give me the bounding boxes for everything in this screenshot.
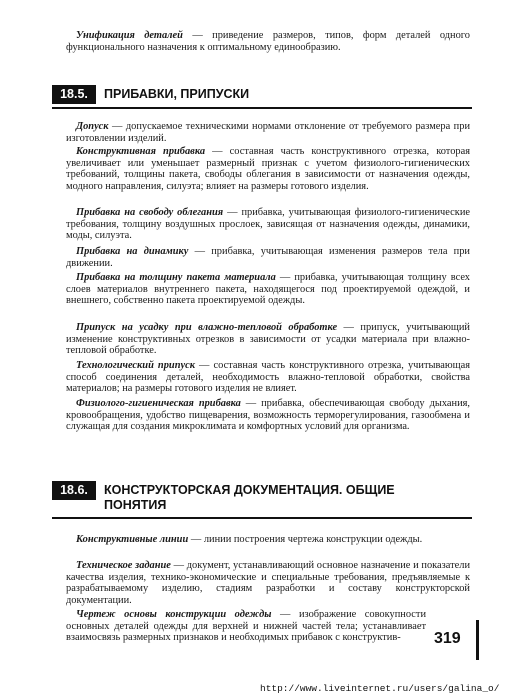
section-rule	[52, 517, 472, 519]
definition: — документ, устанавливающий основное назначение и показатели качества изделия, технико-экономические и специальные требования, предъявляемые к разрабатываемому изделию, стадиям разработки и составу конструкторской документации.	[66, 560, 471, 607]
definition: — изображение совокупности основных деталей одежды для верхней и нижней частей тела; устанавливает взаимосвязь размерных признаков и необходимых прибавок с конструктив-	[66, 609, 426, 644]
definition: — допускаемое техническими нормами отклонение от требуемого размера при изготовлении изделий.	[66, 121, 470, 144]
section-number: 18.6.	[52, 481, 96, 500]
definition: — прибавка, учитывающая физиолого-гигиенические требования, толщину воздушных прослоек, зависящая от назначения одежды, динамики, моды, силуэта.	[66, 207, 470, 242]
intro-paragraph	[66, 30, 470, 53]
term: Техническое задание	[76, 560, 171, 571]
term: Унификация деталей	[76, 30, 183, 41]
definition: — прибавка, учитывающая толщину всех слоев материалов внутреннего пакета, находящегося под проектируемой одеждой, и внешнего, собственно пакета проектируемой одежды.	[66, 272, 470, 307]
paragraph	[66, 560, 470, 607]
term: Конструктивная прибавка	[76, 146, 206, 157]
definition: — припуск, учитывающий изменение конструктивных отрезков в зависимости от усадки материала при влажно-тепловой обработке.	[66, 322, 470, 357]
section-number: 18.5.	[52, 85, 96, 104]
source-url: http://www.liveinternet.ru/users/galina_o/	[260, 683, 500, 694]
paragraph	[66, 207, 470, 242]
section-title-line-2: ПОНЯТИЯ	[104, 498, 167, 512]
term: Прибавка на толщину пакета материала	[76, 272, 276, 283]
paragraph	[66, 146, 470, 193]
section-title: ПРИБАВКИ, ПРИПУСКИ	[104, 87, 250, 101]
section-rule	[52, 107, 472, 109]
term: Прибавка на динамику	[76, 246, 189, 257]
term: Чертеж основы конструкции одежды	[76, 609, 272, 620]
term: Допуск	[76, 121, 109, 132]
definition: — составная часть конструктивного отрезка, которая увеличивает или уменьшает размерный признак с учетом физиолого-гигиенических требований, толщины пакета, свободы облегания в зависимости от назначения одежды, модного направления, силуэта; влияет на размеры готового изделия.	[66, 146, 470, 193]
definition: — приведение размеров, типов, форм деталей одного функционального назначения к оптимальному единообразию.	[66, 30, 471, 53]
definition: — прибавка, учитывающая изменения размеров тела при движении.	[66, 246, 470, 269]
page-number-bar	[476, 620, 479, 660]
paragraph	[66, 322, 470, 357]
definition: — линии построения чертежа конструкции одежды.	[188, 534, 423, 545]
paragraph	[66, 272, 470, 307]
paragraph	[66, 398, 470, 433]
definition: — прибавка, обеспечивающая свободу дыхания, кровообращения, удобство пищеварения, возможность терморегулирования, газообмена и служащая для создания микроклимата и комфортных условий для организма.	[66, 398, 471, 433]
term: Конструктивные линии	[76, 534, 189, 545]
paragraph	[66, 246, 470, 269]
term: Прибавка на свободу облегания	[76, 207, 224, 218]
term: Припуск на усадку при влажно-тепловой обработке	[76, 322, 338, 333]
definition: — составная часть конструктивного отрезка, учитывающая способ соединения деталей, необходимость влажно-тепловой обработки, свойства материалов; на размеры готового изделия не влияет.	[66, 360, 470, 395]
page-number: 319	[434, 630, 461, 647]
paragraph	[66, 121, 470, 144]
paragraph	[66, 609, 426, 644]
section-title-line-1: КОНСТРУКТОРСКАЯ ДОКУМЕНТАЦИЯ. ОБЩИЕ	[104, 483, 395, 497]
term: Физиолого-гигиеническая прибавка	[76, 398, 241, 409]
paragraph	[66, 534, 470, 546]
term: Технологический припуск	[76, 360, 195, 371]
paragraph	[66, 360, 470, 395]
